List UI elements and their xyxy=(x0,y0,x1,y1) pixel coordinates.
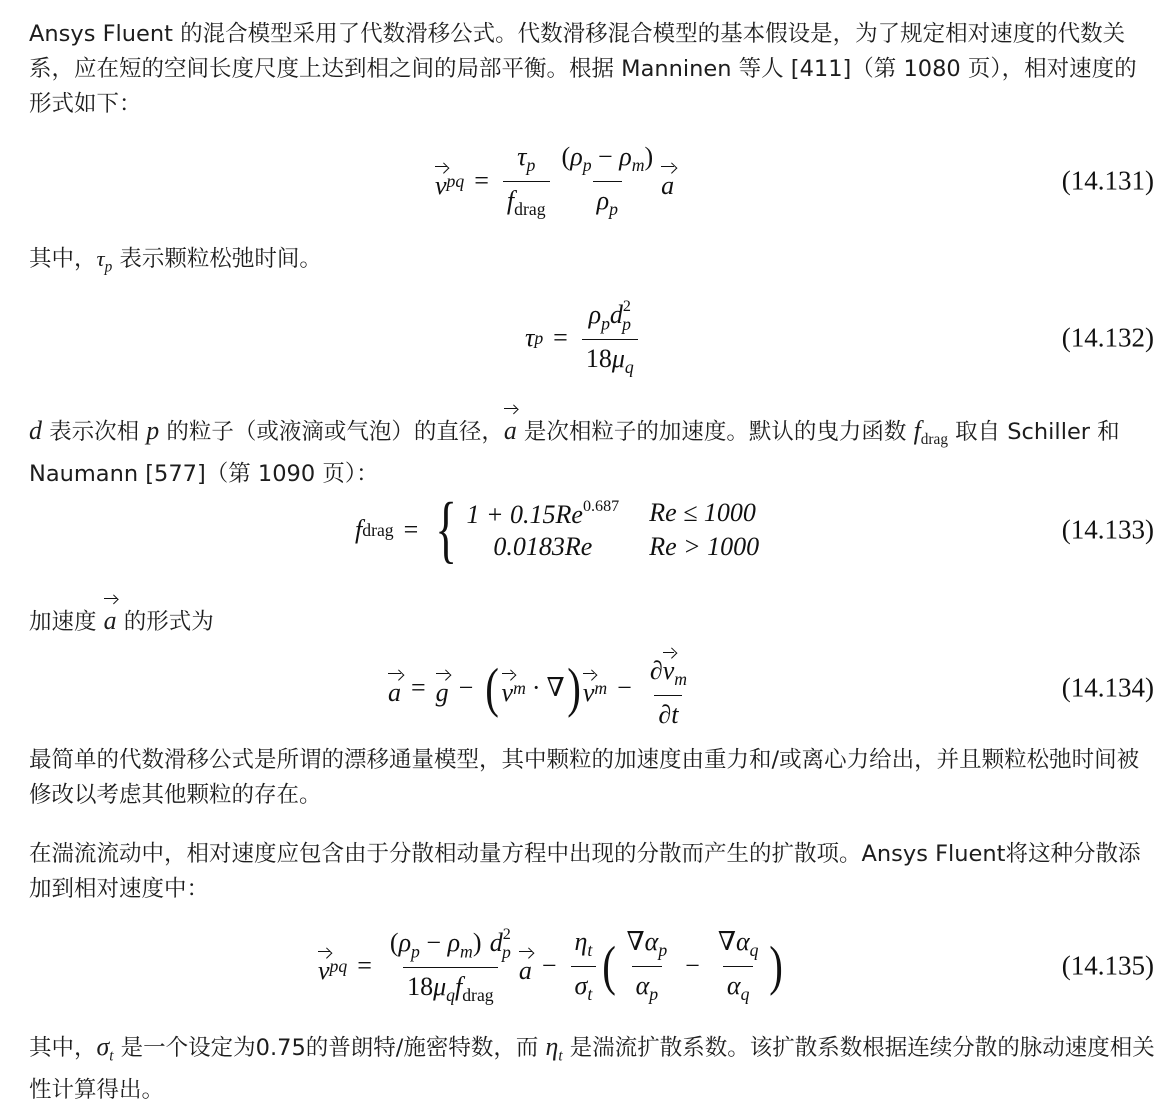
equation-number: (14.133) xyxy=(1061,514,1154,545)
equation-number: (14.131) xyxy=(1061,165,1154,196)
paragraph-tau-definition: 其中，$\tau_p$ 表示颗粒松弛时间。 xyxy=(29,246,322,276)
equation-14-132 xyxy=(0,293,1168,383)
paragraph-turbulent: 在湍流流动中，相对速度应包含由于分散相动量方程中出现的分散而产生的扩散项。Ansys Fluent将这种分散添加到相对速度中： xyxy=(29,841,1141,902)
equation-14-135-body: v pq = $\frac{(\rho_p - \rho_m) d^2_p}{18\mu_qf_{drag}}$ a − $\frac{\eta_t}{\sigma_t}$ ( $\frac{\nabla\alpha_p}{\alpha_p}$ − $\frac{\nabla\alpha_q}{\alpha_q}$ ) xyxy=(318,926,783,1005)
paragraph-schmidt: 其中，$\sigma_t$ 是一个设定为0.75的普朗特/施密特数，而 $\eta_t$ 是湍流扩散系数。该扩散系数根据连续分散的脉动速度相关性计算得出。 xyxy=(29,1032,1155,1104)
equation-14-131-body: v pq = $\frac{\tau_p}{f_{drag}}$ $\frac{(\rho_p - \rho_m)}{\rho_p}$ a xyxy=(435,142,675,219)
paragraph-diameter-drag: d 表示次相 p 的粒子（或液滴或气泡）的直径，a 是次相粒子的加速度。默认的曳力函数 $f_{drag}$ 取自 Schiller 和 Naumann [577]（第 1090 页）： xyxy=(29,403,1157,492)
paragraph-intro: Ansys Fluent 的混合模型采用了代数滑移公式。代数滑移混合模型的基本假设是，为了规定相对速度的代数关系，应在短的空间长度尺度上达到相之间的局部平衡。根据 Manninen 等人 [411]（第 1080 页），相对速度的形式如下： xyxy=(29,21,1137,117)
equation-14-131 xyxy=(0,136,1168,226)
equation-14-133 xyxy=(0,485,1168,575)
equation-number: (14.135) xyxy=(1061,950,1154,981)
equation-number: (14.132) xyxy=(1061,322,1154,353)
paragraph-drift-flux: 最简单的代数滑移公式是所谓的漂移通量模型，其中颗粒的加速度由重力和/或离心力给出，并且颗粒松弛时间被修改以考虑其他颗粒的存在。 xyxy=(29,747,1140,808)
piecewise-cases: $1 + 0.15Re^{0.687}$ Re ≤ 1000 0.0183Re Re > 1000 xyxy=(466,497,760,562)
equation-14-133-body: f drag = { $1 + 0.15Re^{0.687}$ Re ≤ 1000 0.0183Re Re > 1000 xyxy=(355,488,760,572)
equation-14-135 xyxy=(0,921,1168,1011)
equation-14-134 xyxy=(0,643,1168,733)
equation-number: (14.134) xyxy=(1061,672,1154,703)
equation-14-134-body: a = g − ( v m · ∇ ) v m − $\frac{\partial v_m}{\partial t}$ xyxy=(388,643,695,733)
paragraph-acceleration: 加速度 a 的形式为 xyxy=(29,593,1157,640)
equation-14-132-body: τ p = $\frac{\rho_pd^2_p}{18\mu_q}$ xyxy=(525,293,642,383)
